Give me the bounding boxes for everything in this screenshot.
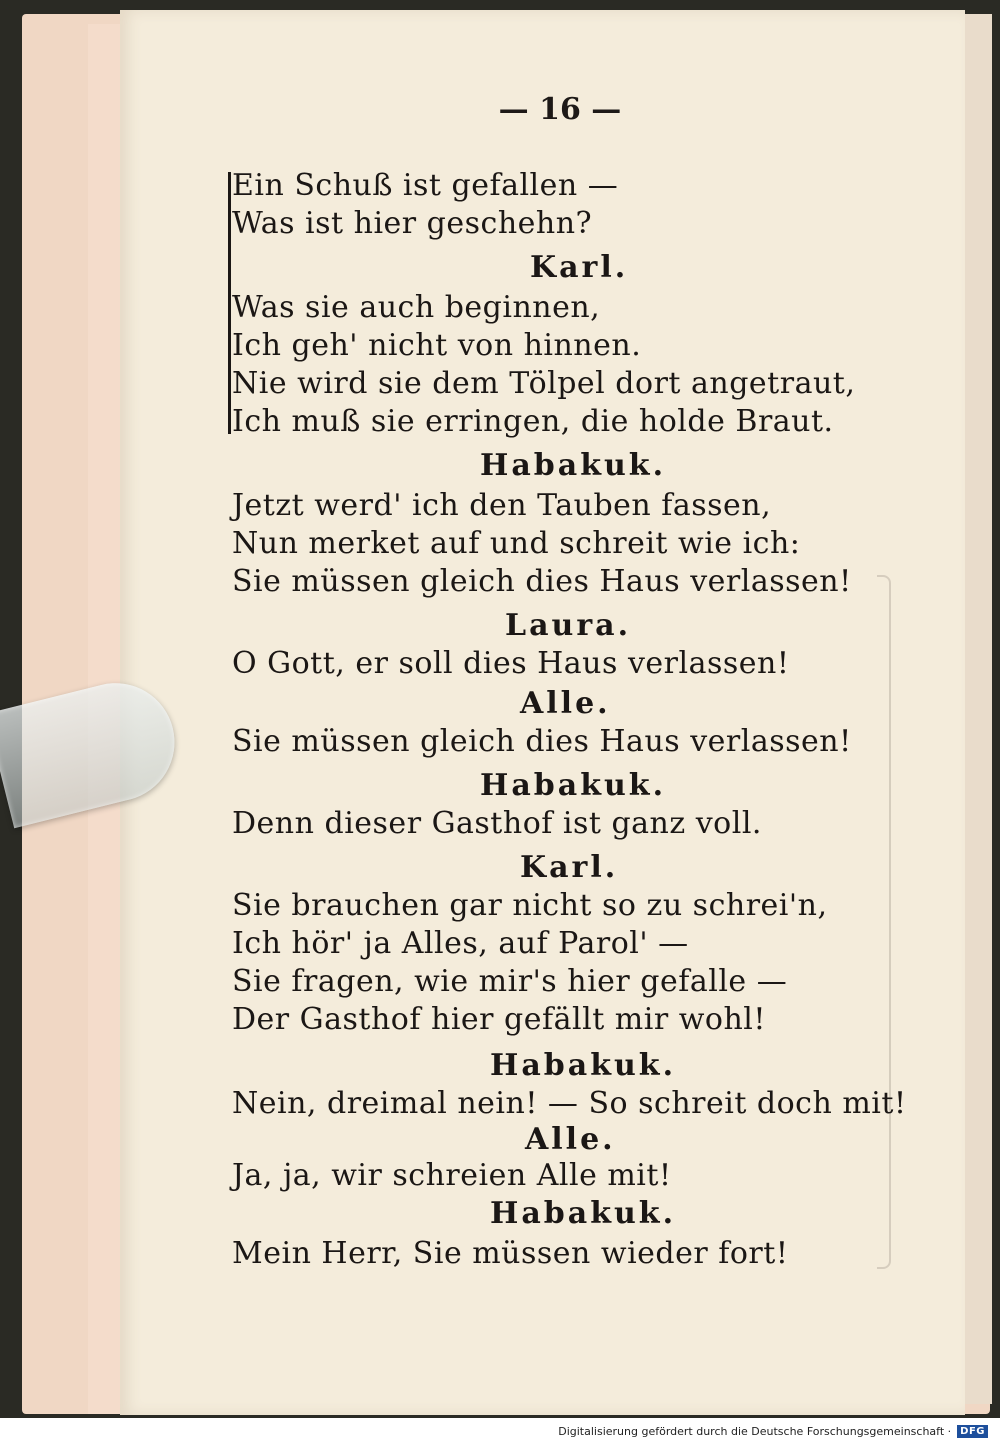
verse-line: Nie wird sie dem Tölpel dort angetraut, bbox=[232, 366, 856, 401]
verse-line: Ich geh' nicht von hinnen. bbox=[232, 328, 642, 363]
verse-line: Nein, dreimal nein! — So schreit doch mit! bbox=[232, 1086, 907, 1121]
speaker-name: Alle. bbox=[520, 686, 611, 721]
dfg-logo: DFG bbox=[957, 1425, 988, 1438]
verse-line: O Gott, er soll dies Haus verlassen! bbox=[232, 646, 790, 681]
verse-line: Sie brauchen gar nicht so zu schrei'n, bbox=[232, 888, 828, 923]
verse-line: Ich muß sie erringen, die holde Braut. bbox=[232, 404, 834, 439]
speaker-name: Karl. bbox=[520, 850, 619, 885]
page-right-edge bbox=[962, 14, 992, 1404]
verse-line: Nun merket auf und schreit wie ich: bbox=[232, 526, 801, 561]
speaker-name: Habakuk. bbox=[480, 768, 667, 803]
verse-line: Sie müssen gleich dies Haus verlassen! bbox=[232, 724, 852, 759]
verse-line: Denn dieser Gasthof ist ganz voll. bbox=[232, 806, 762, 841]
verse-line: Ein Schuß ist gefallen — bbox=[232, 168, 619, 203]
verse-line: Sie müssen gleich dies Haus verlassen! bbox=[232, 564, 852, 599]
verse-line: Ich hör' ja Alles, auf Parol' — bbox=[232, 926, 689, 961]
page-number: — 16 — bbox=[498, 92, 622, 127]
verse-line: Was sie auch beginnen, bbox=[232, 290, 601, 325]
speaker-name: Laura. bbox=[505, 608, 632, 643]
verse-line: Der Gasthof hier gefällt mir wohl! bbox=[232, 1002, 766, 1037]
speaker-name: Alle. bbox=[525, 1122, 616, 1157]
speaker-name: Karl. bbox=[530, 250, 629, 285]
digitization-footer bbox=[0, 1418, 1000, 1444]
show-through-bracket bbox=[877, 575, 891, 1269]
verse-line: Ja, ja, wir schreien Alle mit! bbox=[232, 1158, 672, 1193]
speaker-name: Habakuk. bbox=[490, 1196, 677, 1231]
verse-line: Jetzt werd' ich den Tauben fassen, bbox=[232, 488, 772, 523]
verse-line: Mein Herr, Sie müssen wieder fort! bbox=[232, 1236, 789, 1271]
speaker-name: Habakuk. bbox=[480, 448, 667, 483]
speaker-name: Habakuk. bbox=[490, 1048, 677, 1083]
verse-line: Was ist hier geschehn? bbox=[232, 206, 593, 241]
verse-line: Sie fragen, wie mir's hier gefalle — bbox=[232, 964, 788, 999]
footer-credit: Digitalisierung gefördert durch die Deutsche Forschungsgemeinschaft · bbox=[558, 1424, 952, 1438]
